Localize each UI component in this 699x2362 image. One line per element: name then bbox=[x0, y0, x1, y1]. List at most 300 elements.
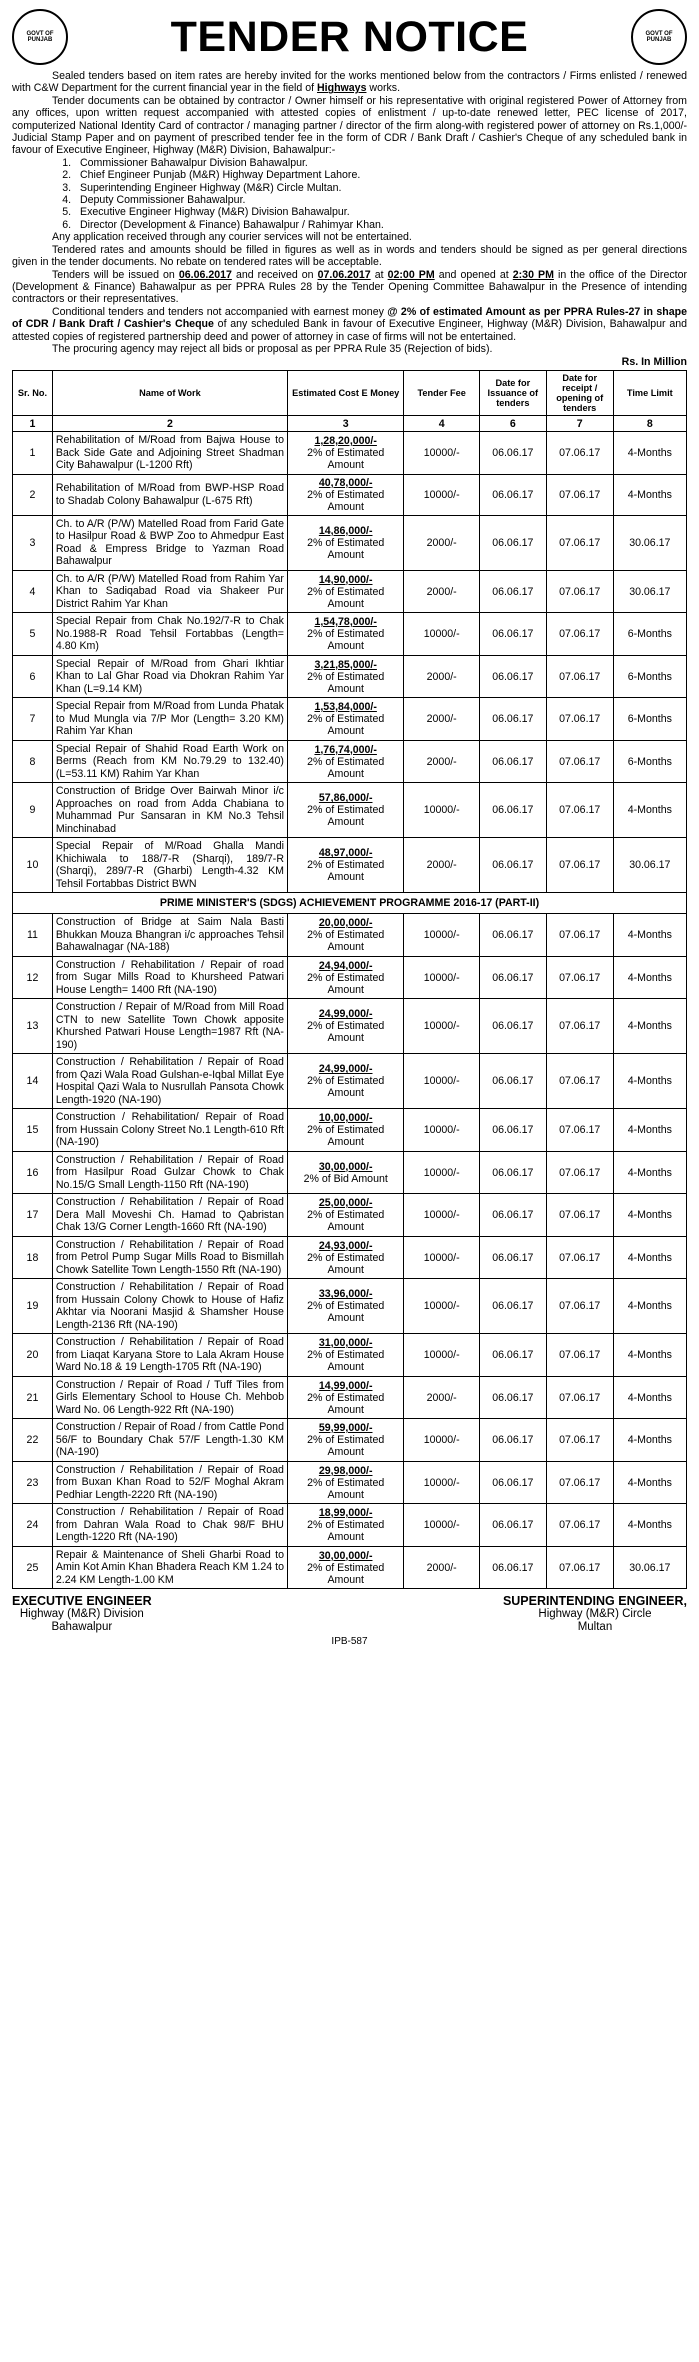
earnest-money: 2% of Estimated Amount bbox=[307, 670, 385, 695]
issue-date: 06.06.17 bbox=[479, 956, 546, 999]
ipb-code: IPB-587 bbox=[331, 1636, 368, 1648]
column-header: Time Limit bbox=[613, 371, 686, 416]
executive-engineer-signature bbox=[12, 1595, 152, 1634]
estimated-cost: 57,86,000/- bbox=[318, 792, 373, 805]
earnest-money: 2% of Estimated Amount bbox=[307, 1349, 385, 1374]
estimated-cost: 24,99,000/- bbox=[318, 1063, 373, 1076]
serial-number: 10 bbox=[13, 838, 53, 893]
issue-date: 06.06.17 bbox=[479, 432, 546, 475]
right-signatory-line1: Highway (M&R) Circle bbox=[538, 1608, 652, 1621]
table-row bbox=[13, 570, 687, 613]
issue-date: 06.06.17 bbox=[479, 1151, 546, 1194]
estimated-cost-cell bbox=[287, 956, 403, 999]
estimated-cost-cell bbox=[287, 1054, 403, 1109]
time-limit: 30.06.17 bbox=[613, 1546, 686, 1589]
tender-fee: 2000/- bbox=[404, 570, 479, 613]
issue-date: 06.06.17 bbox=[479, 613, 546, 656]
intro-paragraph-3: Any application received through any courier services will not be entertained. bbox=[52, 231, 412, 244]
receipt-date: 07.06.17 bbox=[546, 655, 613, 698]
work-name: Construction of Bridge at Saim Nala Basti Bhukkan Mouza Bhangran i/c approaches Tehsil Bahawalnagar (NA-188) bbox=[52, 914, 287, 957]
serial-number: 9 bbox=[13, 783, 53, 838]
table-row bbox=[13, 1236, 687, 1279]
emblem-left-text: GOVT OF PUNJAB bbox=[26, 31, 54, 43]
work-name: Construction / Rehabilitation / Repair of Road from Petrol Pump Sugar Mills Road to Bismillah Chowk Satellite Town Length-1550 Rft (NA-190) bbox=[52, 1236, 287, 1279]
column-number: 6 bbox=[479, 416, 546, 432]
serial-number: 14 bbox=[13, 1054, 53, 1109]
tender-fee: 2000/- bbox=[404, 515, 479, 570]
table-row bbox=[13, 1054, 687, 1109]
estimated-cost-cell bbox=[287, 999, 403, 1054]
p1-text: Sealed tenders based on item rates are hereby invited for the works mentioned below from the contractors / Firms enlisted / renewed with C&W Department for the current financial year in the field of bbox=[12, 70, 687, 95]
issue-date: 06.06.17 bbox=[479, 515, 546, 570]
receipt-date: 07.06.17 bbox=[546, 613, 613, 656]
p5-d: and opened at bbox=[438, 268, 509, 281]
estimated-cost-cell bbox=[287, 1194, 403, 1237]
tender-fee: 10000/- bbox=[404, 956, 479, 999]
serial-number: 23 bbox=[13, 1461, 53, 1504]
time-limit: 4-Months bbox=[613, 432, 686, 475]
work-name: Construction / Rehabilitation / Repair of Road from Qazi Wala Road Gulshan-e-Iqbal Millat Eye Hospital Qazi Wala to Nusrullah Pansota Chowk Length-1920 (NA-190) bbox=[52, 1054, 287, 1109]
work-name: Construction / Rehabilitation / Repair of Road from Buxan Khan Road to 52/F Moghal Akram Pedhiar Length-2220 Rft (NA-190) bbox=[52, 1461, 287, 1504]
receipt-date: 07.06.17 bbox=[546, 432, 613, 475]
receipt-date: 07.06.17 bbox=[546, 570, 613, 613]
p5-e: in the office of the Director (Development & Finance) Bahawalpur as per PPRA Rules 28 by the Tender Opening Committee Bahawalpur in the Presence of intending contractors or their representatives. bbox=[12, 268, 687, 306]
estimated-cost-cell bbox=[287, 914, 403, 957]
issue-date: 06.06.17 bbox=[479, 698, 546, 741]
tender-fee: 10000/- bbox=[404, 613, 479, 656]
serial-number: 16 bbox=[13, 1151, 53, 1194]
table-row bbox=[13, 1151, 687, 1194]
column-number: 2 bbox=[52, 416, 287, 432]
time-limit: 4-Months bbox=[613, 914, 686, 957]
issue-date: 06.06.17 bbox=[479, 570, 546, 613]
table-body bbox=[13, 416, 687, 1589]
left-signatory-title: EXECUTIVE ENGINEER bbox=[12, 1594, 152, 1609]
estimated-cost: 33,96,000/- bbox=[318, 1288, 373, 1301]
column-header: Sr. No. bbox=[13, 371, 53, 416]
work-name: Construction / Rehabilitation / Repair of Road from Liaqat Karyana Store to Lala Akram House Ward No.18 & 19 Length-1705 Rft (NA-190) bbox=[52, 1334, 287, 1377]
earnest-money: 2% of Estimated Amount bbox=[307, 1561, 385, 1586]
time-limit: 30.06.17 bbox=[613, 570, 686, 613]
right-signatory-title: SUPERINTENDING ENGINEER, bbox=[502, 1594, 687, 1609]
estimated-cost: 20,00,000/- bbox=[318, 917, 373, 930]
opening-time: 2:30 PM bbox=[512, 268, 554, 281]
estimated-cost: 14,90,000/- bbox=[318, 573, 373, 586]
serial-number: 5 bbox=[13, 613, 53, 656]
tender-fee: 10000/- bbox=[404, 1504, 479, 1547]
issue-date: 06.06.17 bbox=[479, 1054, 546, 1109]
work-name: Rehabilitation of M/Road from BWP-HSP Road to Shadab Colony Bahawalpur (L-675 Rft) bbox=[52, 474, 287, 515]
time-limit: 4-Months bbox=[613, 1376, 686, 1419]
estimated-cost-cell bbox=[287, 698, 403, 741]
signature-block bbox=[12, 1595, 687, 1634]
time-limit: 6-Months bbox=[613, 655, 686, 698]
serial-number: 18 bbox=[13, 1236, 53, 1279]
estimated-cost: 3,21,85,000/- bbox=[314, 658, 377, 671]
estimated-cost-cell bbox=[287, 655, 403, 698]
work-name: Repair & Maintenance of Sheli Gharbi Road to Amin Kot Amin Khan Bhadera Reach KM 1.24 to 2.24 KM Length-1.00 KM bbox=[52, 1546, 287, 1589]
table-row bbox=[13, 474, 687, 515]
p6-c: of any scheduled Bank in favour of Executive Engineer, Highway (M&R) Division, Bahawalpur and attested copies of registered partnership deed and power of attorney in case of firms will not be entertained. bbox=[12, 318, 688, 343]
time-limit: 30.06.17 bbox=[613, 515, 686, 570]
tender-fee: 10000/- bbox=[404, 1151, 479, 1194]
issue-date: 06.06.17 bbox=[479, 783, 546, 838]
p5-a: Tenders will be issued on bbox=[52, 268, 175, 281]
table-row bbox=[13, 1334, 687, 1377]
column-number: 4 bbox=[404, 416, 479, 432]
column-number: 3 bbox=[287, 416, 403, 432]
column-number-row bbox=[13, 416, 687, 432]
estimated-cost-cell bbox=[287, 1376, 403, 1419]
estimated-cost: 1,28,20,000/- bbox=[314, 435, 377, 448]
tender-fee: 10000/- bbox=[404, 474, 479, 515]
estimated-cost-cell bbox=[287, 740, 403, 783]
time-limit: 4-Months bbox=[613, 474, 686, 515]
tender-fee: 10000/- bbox=[404, 1194, 479, 1237]
table-row bbox=[13, 1461, 687, 1504]
receipt-date: 07.06.17 bbox=[546, 1109, 613, 1152]
tender-fee: 10000/- bbox=[404, 1461, 479, 1504]
receipt-date: 07.06.17 bbox=[546, 1054, 613, 1109]
estimated-cost-cell bbox=[287, 432, 403, 475]
issue-date: 06.06.17 bbox=[479, 1194, 546, 1237]
serial-number: 8 bbox=[13, 740, 53, 783]
column-number: 1 bbox=[13, 416, 53, 432]
issue-date: 06.06.17 bbox=[479, 1504, 546, 1547]
time-limit: 6-Months bbox=[613, 613, 686, 656]
tender-fee: 2000/- bbox=[404, 740, 479, 783]
receipt-date: 07.06.17 bbox=[546, 1419, 613, 1462]
earnest-money: 2% of Estimated Amount bbox=[307, 628, 385, 653]
right-signatory-line2: Multan bbox=[577, 1621, 613, 1634]
serial-number: 6 bbox=[13, 655, 53, 698]
estimated-cost-cell bbox=[287, 1279, 403, 1334]
column-header: Name of Work bbox=[52, 371, 287, 416]
estimated-cost: 24,99,000/- bbox=[318, 1008, 373, 1021]
intro-paragraph-7: The procuring agency may reject all bids or proposal as per PPRA Rule 35 (Rejection of bids). bbox=[52, 342, 493, 355]
p1-field: Highways bbox=[317, 82, 367, 95]
receipt-date: 07.06.17 bbox=[546, 1461, 613, 1504]
left-signatory-line1: Highway (M&R) Division bbox=[19, 1608, 144, 1621]
estimated-cost-cell bbox=[287, 1334, 403, 1377]
table-row bbox=[13, 1109, 687, 1152]
serial-number: 21 bbox=[13, 1376, 53, 1419]
serial-number: 22 bbox=[13, 1419, 53, 1462]
serial-number: 2 bbox=[13, 474, 53, 515]
table-row bbox=[13, 838, 687, 893]
time-limit: 4-Months bbox=[613, 783, 686, 838]
time-limit: 4-Months bbox=[613, 1461, 686, 1504]
time-limit: 4-Months bbox=[613, 1109, 686, 1152]
time-limit: 4-Months bbox=[613, 956, 686, 999]
office-item: 1. Commissioner Bahawalpur Division Bahawalpur. bbox=[74, 157, 687, 169]
works-table bbox=[12, 370, 687, 1589]
serial-number: 25 bbox=[13, 1546, 53, 1589]
time-limit: 4-Months bbox=[613, 1236, 686, 1279]
earnest-money: 2% of Estimated Amount bbox=[307, 536, 385, 561]
work-name: Construction / Rehabilitation / Repair of road from Sugar Mills Road to Khursheed Patwari House Length= 1400 Rft (NA-190) bbox=[52, 956, 287, 999]
table-row bbox=[13, 1376, 687, 1419]
receipt-time: 02:00 PM bbox=[387, 268, 435, 281]
earnest-money: 2% of Estimated Amount bbox=[307, 804, 385, 829]
serial-number: 11 bbox=[13, 914, 53, 957]
table-row bbox=[13, 999, 687, 1054]
estimated-cost: 29,98,000/- bbox=[318, 1464, 373, 1477]
work-name: Special Repair from Chak No.192/7-R to Chak No.1988-R Road Tehsil Fortabbas (Length= 4.80 Km) bbox=[52, 613, 287, 656]
office-item: 6. Director (Development & Finance) Bahawalpur / Rahimyar Khan. bbox=[74, 219, 687, 231]
tender-notice-page bbox=[12, 0, 687, 1647]
estimated-cost-cell bbox=[287, 1504, 403, 1547]
estimated-cost: 30,00,000/- bbox=[318, 1160, 373, 1173]
serial-number: 1 bbox=[13, 432, 53, 475]
earnest-money: 2% of Estimated Amount bbox=[307, 488, 385, 513]
issue-date: 06.06.17 bbox=[479, 914, 546, 957]
issue-date: 06.06.17 bbox=[479, 740, 546, 783]
earnest-money: 2% of Estimated Amount bbox=[307, 1075, 385, 1100]
estimated-cost: 40,78,000/- bbox=[318, 476, 373, 489]
earnest-money: 2% of Estimated Amount bbox=[307, 929, 385, 954]
intro-paragraph-1 bbox=[12, 70, 687, 95]
table-row bbox=[13, 1546, 687, 1589]
tender-fee: 10000/- bbox=[404, 1054, 479, 1109]
issue-date: 06.06.17 bbox=[479, 474, 546, 515]
earnest-money: 2% of Estimated Amount bbox=[307, 1300, 385, 1325]
offices-list bbox=[12, 157, 687, 231]
work-name: Ch. to A/R (P/W) Matelled Road from Rahim Yar Khan to Sadiqabad Road via Shakeer Pur District Rahim Yar Khan bbox=[52, 570, 287, 613]
receipt-date: 07.06.17 bbox=[546, 1279, 613, 1334]
receipt-date: 07.06.17 bbox=[546, 474, 613, 515]
tender-fee: 2000/- bbox=[404, 838, 479, 893]
tender-fee: 2000/- bbox=[404, 655, 479, 698]
receipt-date: 07.06.17 bbox=[546, 1151, 613, 1194]
table-row bbox=[13, 1194, 687, 1237]
work-name: Special Repair from M/Road from Lunda Phatak to Mud Mungla via 7/P Mor (Length= 3.20 KM) Rahim Yar Khan bbox=[52, 698, 287, 741]
notice-body bbox=[12, 70, 687, 355]
estimated-cost: 48,97,000/- bbox=[318, 847, 373, 860]
time-limit: 4-Months bbox=[613, 999, 686, 1054]
office-item: 5. Executive Engineer Highway (M&R) Division Bahawalpur. bbox=[74, 206, 687, 218]
receipt-date: 07.06.17 bbox=[546, 740, 613, 783]
work-name: Construction / Repair of Road / Tuff Tiles from Girls Elementary School to House Ch. Mehbob Ward No. 06 Length-922 Rft (NA-190) bbox=[52, 1376, 287, 1419]
time-limit: 30.06.17 bbox=[613, 838, 686, 893]
estimated-cost-cell bbox=[287, 783, 403, 838]
punjab-emblem-left-icon bbox=[12, 9, 68, 65]
tender-fee: 10000/- bbox=[404, 914, 479, 957]
p5-b: and received on bbox=[235, 268, 314, 281]
column-header: Estimated Cost E Money bbox=[287, 371, 403, 416]
receipt-date: 07.06.17 bbox=[546, 956, 613, 999]
estimated-cost-cell bbox=[287, 1546, 403, 1589]
issue-date: 06.06.17 bbox=[479, 1376, 546, 1419]
serial-number: 19 bbox=[13, 1279, 53, 1334]
receipt-date: 07.06.2017 bbox=[317, 268, 371, 281]
work-name: Special Repair of Shahid Road Earth Work on Berms (Reach from KM No.79.29 to 132.40) (L=53.11 KM) Rahim Yar Khan bbox=[52, 740, 287, 783]
estimated-cost-cell bbox=[287, 1151, 403, 1194]
earnest-money: 2% of Estimated Amount bbox=[307, 585, 385, 610]
issue-date: 06.06.17 bbox=[479, 1461, 546, 1504]
section-row bbox=[13, 893, 687, 914]
work-name: Rehabilitation of M/Road from Bajwa House to Back Side Gate and Adjoining Street Shadman City Bahawalpur (L-1200 Rft) bbox=[52, 432, 287, 475]
table-row bbox=[13, 1279, 687, 1334]
work-name: Construction / Rehabilitation / Repair of Road Dera Mall Moveshi Ch. Hamad to Qabristan Chak 13/G Corner Length-1660 Rft (NA-190) bbox=[52, 1194, 287, 1237]
work-name: Construction / Repair of M/Road from Mill Road CTN to new Satellite Town Chowk apposite Khurshed Patwari House Length=1987 Rft (NA-190) bbox=[52, 999, 287, 1054]
estimated-cost: 30,00,000/- bbox=[318, 1549, 373, 1562]
time-limit: 6-Months bbox=[613, 698, 686, 741]
estimated-cost-cell bbox=[287, 1109, 403, 1152]
estimated-cost: 18,99,000/- bbox=[318, 1507, 373, 1520]
earnest-money: 2% of Estimated Amount bbox=[307, 447, 385, 472]
estimated-cost: 25,00,000/- bbox=[318, 1197, 373, 1210]
work-name: Special Repair of M/Road from Ghari Ikhtiar Khan to Lal Ghar Road via Dhokran Rahim Yar Khan (L=9.14 KM) bbox=[52, 655, 287, 698]
p6-b: @ 2% of estimated Amount as per PPRA Rules-27 in shape of CDR / Bank Draft / Cashier's Cheque bbox=[12, 305, 687, 331]
receipt-date: 07.06.17 bbox=[546, 999, 613, 1054]
p6-a: Conditional tenders and tenders not accompanied with earnest money bbox=[52, 305, 384, 318]
work-name: Construction / Rehabilitation/ Repair of Road from Hussain Colony Street No.1 Length-610 Rft (NA-190) bbox=[52, 1109, 287, 1152]
estimated-cost: 14,86,000/- bbox=[318, 524, 373, 537]
issue-date: 06.06.17 bbox=[479, 1334, 546, 1377]
tender-fee: 10000/- bbox=[404, 1279, 479, 1334]
p5-c: at bbox=[374, 268, 384, 281]
column-number: 7 bbox=[546, 416, 613, 432]
estimated-cost: 24,93,000/- bbox=[318, 1239, 373, 1252]
receipt-date: 07.06.17 bbox=[546, 1504, 613, 1547]
earnest-money: 2% of Estimated Amount bbox=[307, 713, 385, 738]
serial-number: 24 bbox=[13, 1504, 53, 1547]
time-limit: 6-Months bbox=[613, 740, 686, 783]
receipt-date: 07.06.17 bbox=[546, 1236, 613, 1279]
work-name: Construction / Rehabilitation / Repair of Road from Hasilpur Road Gulzar Chowk to Chak No.15/G Small Length-1150 Rft (NA-190) bbox=[52, 1151, 287, 1194]
earnest-money: 2% of Estimated Amount bbox=[307, 1519, 385, 1544]
currency-unit-note: Rs. In Million bbox=[621, 356, 687, 369]
tender-fee: 10000/- bbox=[404, 783, 479, 838]
table-row bbox=[13, 698, 687, 741]
estimated-cost: 1,76,74,000/- bbox=[314, 743, 377, 756]
intro-paragraph-4: Tendered rates and amounts should be filled in figures as well as in words and tenders should be signed as per general directions given in the tender documents. No rebate on tendered rates will be acceptable. bbox=[12, 243, 687, 269]
earnest-money: 2% of Estimated Amount bbox=[307, 1391, 385, 1416]
work-name: Construction / Rehabilitation / Repair of Road from Hussain Colony Chowk to House of Hafiz Akhtar via Noorani Masjid & Shamsher House Length-2136 Rft (NA-190) bbox=[52, 1279, 287, 1334]
time-limit: 4-Months bbox=[613, 1279, 686, 1334]
work-name: Ch. to A/R (P/W) Matelled Road from Farid Gate to Hasilpur Road & BWP Zoo to Ahmedpur East Road & Empress Bridge to Yazman Road Bahawalpur bbox=[52, 515, 287, 570]
estimated-cost: 31,00,000/- bbox=[318, 1337, 373, 1350]
time-limit: 4-Months bbox=[613, 1151, 686, 1194]
estimated-cost: 14,99,000/- bbox=[318, 1379, 373, 1392]
time-limit: 4-Months bbox=[613, 1419, 686, 1462]
earnest-money: 2% of Estimated Amount bbox=[307, 859, 385, 884]
table-row bbox=[13, 740, 687, 783]
table-row bbox=[13, 956, 687, 999]
section-title: PRIME MINISTER'S (SDGS) ACHIEVEMENT PROGRAMME 2016-17 (PART-II) bbox=[13, 893, 687, 914]
serial-number: 15 bbox=[13, 1109, 53, 1152]
receipt-date: 07.06.17 bbox=[546, 515, 613, 570]
receipt-date: 07.06.17 bbox=[546, 838, 613, 893]
office-item: 2. Chief Engineer Punjab (M&R) Highway Department Lahore. bbox=[74, 169, 687, 181]
earnest-money: 2% of Estimated Amount bbox=[307, 755, 385, 780]
receipt-date: 07.06.17 bbox=[546, 914, 613, 957]
earnest-money: 2% of Bid Amount bbox=[303, 1172, 388, 1185]
table-row bbox=[13, 1419, 687, 1462]
table-row bbox=[13, 613, 687, 656]
estimated-cost-cell bbox=[287, 613, 403, 656]
table-row bbox=[13, 655, 687, 698]
serial-number: 13 bbox=[13, 999, 53, 1054]
table-row bbox=[13, 783, 687, 838]
earnest-money: 2% of Estimated Amount bbox=[307, 1209, 385, 1234]
office-item: 4. Deputy Commissioner Bahawalpur. bbox=[74, 194, 687, 206]
table-row bbox=[13, 1504, 687, 1547]
serial-number: 4 bbox=[13, 570, 53, 613]
issue-date: 06.06.17 bbox=[479, 655, 546, 698]
estimated-cost: 1,54,78,000/- bbox=[314, 616, 377, 629]
superintending-engineer-signature bbox=[503, 1595, 687, 1634]
tender-fee: 10000/- bbox=[404, 999, 479, 1054]
intro-paragraph-6 bbox=[12, 306, 687, 343]
punjab-emblem-right-icon bbox=[631, 9, 687, 65]
estimated-cost-cell bbox=[287, 474, 403, 515]
estimated-cost-cell bbox=[287, 838, 403, 893]
work-name: Construction of Bridge Over Bairwah Minor i/c Approaches on road from Adda Chabiana to Muhammad Pur Sansaran in KM No.3 Tehsil Minchinabad bbox=[52, 783, 287, 838]
serial-number: 12 bbox=[13, 956, 53, 999]
estimated-cost-cell bbox=[287, 570, 403, 613]
estimated-cost: 10,00,000/- bbox=[318, 1112, 373, 1125]
notice-header bbox=[12, 4, 687, 70]
time-limit: 4-Months bbox=[613, 1054, 686, 1109]
tender-fee: 2000/- bbox=[404, 698, 479, 741]
earnest-money: 2% of Estimated Amount bbox=[307, 1020, 385, 1045]
estimated-cost: 24,94,000/- bbox=[318, 959, 373, 972]
column-header: Date for receipt / opening of tenders bbox=[546, 371, 613, 416]
issue-date: 06.06.17 bbox=[479, 999, 546, 1054]
receipt-date: 07.06.17 bbox=[546, 698, 613, 741]
receipt-date: 07.06.17 bbox=[546, 1194, 613, 1237]
earnest-money: 2% of Estimated Amount bbox=[307, 971, 385, 996]
serial-number: 7 bbox=[13, 698, 53, 741]
tender-fee: 10000/- bbox=[404, 1334, 479, 1377]
receipt-date: 07.06.17 bbox=[546, 1334, 613, 1377]
p1-post: works. bbox=[369, 82, 401, 95]
table-header-row bbox=[13, 371, 687, 416]
serial-number: 17 bbox=[13, 1194, 53, 1237]
issue-date: 06.06.17 bbox=[479, 1236, 546, 1279]
column-header: Date for Issuance of tenders bbox=[479, 371, 546, 416]
notice-title: TENDER NOTICE bbox=[170, 12, 529, 61]
work-name: Construction / Repair of Road / from Cattle Pond 56/F to Boundary Chak 57/F Length-1.30 KM (NA-190) bbox=[52, 1419, 287, 1462]
left-signatory-line2: Bahawalpur bbox=[51, 1621, 113, 1634]
column-header: Tender Fee bbox=[404, 371, 479, 416]
earnest-money: 2% of Estimated Amount bbox=[307, 1434, 385, 1459]
earnest-money: 2% of Estimated Amount bbox=[307, 1124, 385, 1149]
issue-date: 06.06.2017 bbox=[178, 268, 232, 281]
issue-date: 06.06.17 bbox=[479, 1419, 546, 1462]
issue-date: 06.06.17 bbox=[479, 1279, 546, 1334]
issue-date: 06.06.17 bbox=[479, 1546, 546, 1589]
table-row bbox=[13, 515, 687, 570]
time-limit: 4-Months bbox=[613, 1334, 686, 1377]
tender-fee: 10000/- bbox=[404, 1109, 479, 1152]
receipt-date: 07.06.17 bbox=[546, 1376, 613, 1419]
intro-paragraph-5 bbox=[12, 269, 687, 306]
estimated-cost: 1,53,84,000/- bbox=[314, 701, 377, 714]
tender-fee: 2000/- bbox=[404, 1376, 479, 1419]
work-name: Special Repair of M/Road Ghalla Mandi Khichiwala to 188/7-R (Sharqi), 189/7-R (Sharqi), 289/7-R (Gharbi) Length-4.32 KM Tehsil Fortabbas District BWN bbox=[52, 838, 287, 893]
intro-paragraph-2: Tender documents can be obtained by contractor / Owner himself or his representative with original registered Power of Attorney from any offices, upon written request accompanied with attested copies of enlistment / up-to-date renewed letter, PEC license of 2017, computerized National Identity Card of contractor / managing partner / director of the firm along-with registered power of attorney on Rs.1,000/- Judicial Stamp Paper and on payment of prescribed tender fee in the form of CDR / Bank Draft / Cashier's Cheque of any scheduled bank in favour of Executive Engineer, Highway (M&R) Division, Bahawalpur:- bbox=[12, 94, 687, 157]
tender-fee: 2000/- bbox=[404, 1546, 479, 1589]
estimated-cost-cell bbox=[287, 1236, 403, 1279]
estimated-cost-cell bbox=[287, 1419, 403, 1462]
earnest-money: 2% of Estimated Amount bbox=[307, 1251, 385, 1276]
table-row bbox=[13, 432, 687, 475]
estimated-cost-cell bbox=[287, 1461, 403, 1504]
column-number: 8 bbox=[613, 416, 686, 432]
